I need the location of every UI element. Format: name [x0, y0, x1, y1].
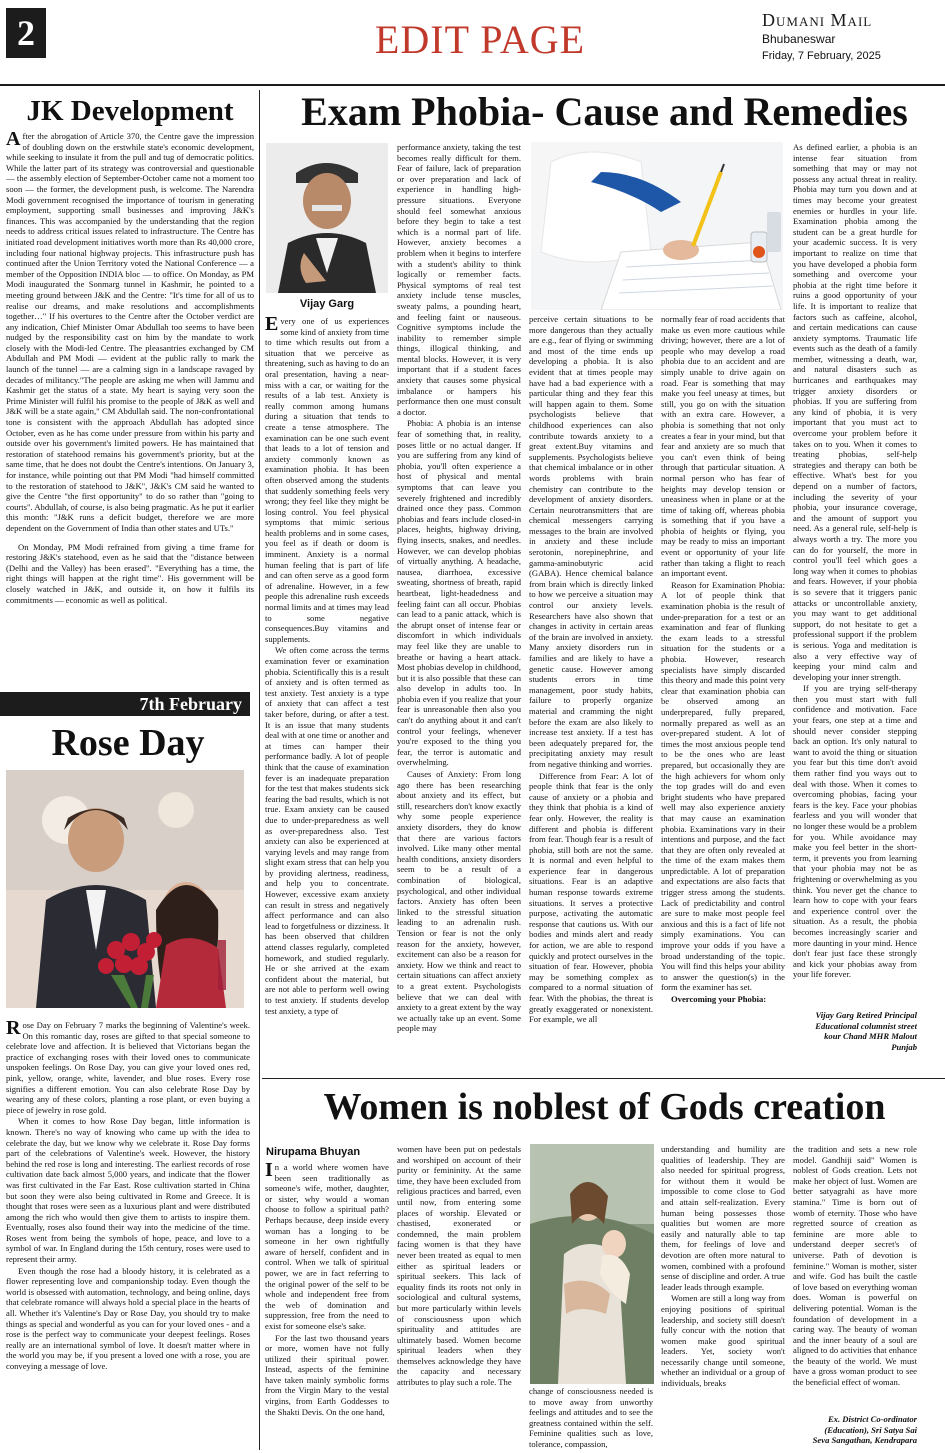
exam-paragraph: Every one of us experiences some kind of anxiety from time to time which results out from a situation that we perceive as threatening, such as having to do an oral presentation, having a near-miss with a car, or waiting for the results of a lab test. Anxiety is really common among humans during a situation that tends to create a tense atmosphere. The examination can be one such event that leads to a lot of tension and anxiety commonly known as examination phobia. It has been often observed among the students that suddenly something feels very wrong; they feel like they might be losing control. You feel physical symptoms that mimic serious health problems and in some cases, you feel as if death or doom is imminent. Anxiety is a normal human feeling that is part of life and can often serve as a good form of adrenaline. However, in a few people this adrenaline rush exceeds normal limits and at times may lead to some negative consequences.Buy vitamins and supplements. — [265, 316, 389, 644]
exam-col-1 — [265, 316, 389, 1068]
signature-line: Ex. District Co-ordinator — [827, 1414, 917, 1424]
women-author: Nirupama Bhuyan — [266, 1146, 361, 1158]
women-paragraph: In a world where women have been seen traditionally as someone's wife, mother, daughter, or sister, why would a woman choose to follow a spiritual path? Perhaps because, deep inside every woman has a longing to be someone in her own rightfully aware of herself, confident and in control. When we talk of spiritual power, we are in fact referring to the original power of the self to be whole and independent free from the web of domination and suppression, free from the need to exist for someone else's sake. — [265, 1162, 389, 1331]
women-paragraph: the tradition and sets a new role model. Gandhiji said" Women is noblest of Gods creation. Lets not make her object of lust. Women are better satyagrahi as have more stamina." Time is born out of womb of eternity. Those who have regretted source of creation as feminine are more able to understand deeper secret's of universe. Path of devotion is feminine." Woman is mother, sister and wife. God has built the castle of love based on everything woman does. Woman is powerful on delivering potential. Woman is the foundation of development in a caring way. The beauty of woman and the inner beauty of a soul are aligned to do activities that enhance the beauty of the world. We must have a gross woman product to see the beneficial effect of woman. — [793, 1144, 917, 1388]
women-paragraph: understanding and humility are qualities of leadership. They are also needed for spiritual progress, for without them it would be impossible to come close to God and attain self-realization. Every human being possesses those qualities but women are more easily and naturally able to tap them, for feelings of love and devotion are often more natural to women, combined with a profound sense of discipline and order. A true leader leads through example. — [661, 1144, 785, 1292]
women-col-1 — [265, 1162, 389, 1452]
exam-col-5 — [793, 142, 917, 1006]
exam-paragraph: Phobia: A phobia is an intense fear of something that, in reality, poses little or no actual danger. If you are suffering from any kind of phobia, you'll often experience a host of physical and mental symptoms that can leave you severely frightened and incredibly drained once they pass. Common phobias and fears include closed-in places, heights, highway driving, flying insects, snakes, and needles. However, we can develop phobias of virtually anything. A headache, nausea, diarrhoea, excessive sweating, shortness of breath, rapid heartbeat, light-headedness and feeling faint can all occur. Phobias can lead to a panic attack, which is the abrupt onset of intense fear or discomfort in which individuals may feel like they are unable to breathe or having a heart attack. Most phobias develop in childhood, but it is also possible that these can also develop in adults too. In phobia even if you realize that your fear is unreasonable then also you can't do anything about it and can't control your feelings, whenever you're exposed to the thing you fear, the terror is automatic and overwhelming. — [397, 418, 521, 768]
women-signature — [793, 1414, 917, 1452]
exam-paragraph: If you are trying self-therapy then you must start with full confidence and motivation. Face your fears, one step at a time and should never consider stepping back an option. It's only natural to want to avoid the thing or situation you fear but this time don't avoid them rather find you ways out to deal with those. When it comes to overcoming phobias, facing your fears is the key. Face your phobias fearless and you will wonder that no longer these would be a problem for you. While avoidance may make you feel better in the short-term, it prevents you from learning that your phobia may not be as frightening or overwhelming as you think. You never get the chance to learn how to cope with your fears and experience control over the situation. As a result, the phobia becomes increasingly scarier and more daunting in your mind. Hence don't fear just face these strongly and kick your phobias away from your life forever. — [793, 683, 917, 980]
signature-line: Educational columnist street — [815, 1020, 917, 1031]
rose-paragraph: Even though the rose had a bloody history, it is celebrated as a flower representing love and companionship today. Even though the world is obsessed with automation, technology, and being online, days that celebrate romance will always hold a special place in the hearts of all. Whether it's Valentine's Day or Rose Day, you should try to make things as special and wonderful as you can for your loved ones - and a rose is the perfect way to communicate your deepest feelings. Roses really are an international symbol of love. It doesn't matter where in the world you may be, if you present a loved one with a rose, you are conveying a message of love. — [6, 1265, 250, 1371]
exam-author: Vijay Garg — [299, 298, 355, 310]
rose-day-illustration — [6, 770, 244, 1008]
portrait-illustration — [266, 143, 388, 293]
women-col-3 — [529, 1386, 653, 1452]
signature-line: Punjab — [891, 1041, 917, 1052]
exam-signature — [793, 1010, 917, 1068]
page-number-badge: 2 — [6, 8, 46, 58]
women-col-4 — [661, 1144, 785, 1452]
rose-day-couple-photo — [6, 770, 244, 1008]
signature-line: (Education), Sri Satya Sai — [824, 1424, 917, 1435]
exam-paragraph: As defined earlier, a phobia is an intense fear situation from something that may or may not possess any actual threat in reality. Phobia may turn you down and at times may become your greatest enemies or hurdles in your life. Examination phobia among the student can be a great hurdle for your academic success. It is very important to realize on time that you have developed a phobia form something and overcome your phobia at the right time before it ruins a good opportunity of your life. It is important to realize that factors such as caffeine, alcohol, and certain medications can cause anxiety symptoms. Traumatic life events such as the death of a family member, witnessing a death, war, and natural disasters such as hurricanes and earthquakes may trigger anxiety disorders or phobias. If you are suffering from any kind of phobia, it is very important that you must act to overcome your problem before it takes on to you. When it comes to treating phobias, self-help strategies and therapy can both be effective. What's best for you depend on a number of factors, including the severity of your phobia, your insurance coverage, and the amount of support you need. As a general rule, self-help is always worth a try. The more you can do for yourself, the more in control you'll feel which goes a long way when it comes to phobias and fears. However, if your phobia is so severe that it triggers panic attacks or uncontrollable anxiety, you may want to get additional support, do not hesitate to get a professional support if the problem is serious. Yoga and meditation is also a very effective way of keeping your mind calm and developing your inner strength. — [793, 142, 917, 682]
women-paragraph: women have been put on pedestals and worshiped on account of their purity or femininity. At the same time, they have been excluded from religious practices and barred, even until now, from entering some places of worship. Elevated or chastised, exonerated or condemned, the main problem facing women is that they have never been treated as equal to men either as spiritual leaders or spiritual seekers. This lack of equality finds its roots not only in sociological and cultural systems, but more particularly within levels of consciousness upon which spirituality and attitudes are ultimately based. Women become spiritual leaders when they themselves acknowledge they have the capacity and necessary attributes to play such a role. The — [397, 1144, 521, 1388]
rose-paragraph: Rose Day on February 7 marks the beginning of Valentine's week. On this romantic day, roses are gifted to that special someone to celebrate love and affection. It is believed that Victorians began the practice of exchanging roses with their loved ones to communicate unspoken feelings. On Rose Day, you can give your loved ones red, pink, yellow, orange, white, lavender, and blue roses. Every rose signifies a different emotion. You can also celebrate Rose Day by wearing any of these colors, planting a rose plant, or even buying a piece of jewelry in rose gold. — [6, 1020, 250, 1115]
rose-paragraph: When it comes to how Rose Day began, little information is known. There's no way of knowing who came up with the idea to celebrate the day, but we know why we celebrate it. Rose Day forms part of the celebrations of Valentine's week. However, the history behind the red rose is long and interesting. The earliest records of rose cultivation date back almost 5,000 years, and indicate that the flower was first cultivated in the Far East. Rose cultivation started in China but soon they were also being cultivated in Rome and Greece. It is thought that roses were seen as a luxurious plant and were distributed among the rich who would then give them to artists to inspire them. Eventually, roses also found their way into the medicine of the time. Roses went from being the symbols of hope, peace, and love to a symbol of war. In England during the 15th century, roses were used to represent their army. — [6, 1116, 250, 1265]
rose-article — [6, 1020, 250, 1450]
exam-col-4 — [661, 314, 785, 1068]
exam-paragraph: performance anxiety, taking the test becomes really difficult for them. Fear of failure, lack of preparation or over preparation and lack of experience in handling high-pressure situations. Everyone should feel somewhat anxious before they begin to take a test which is a normal part of life. However, anxiety becomes a problem when it begins to interfere with a student's ability to think logically or remember facts. Physical symptoms of real test anxiety include tense muscles, sweaty palms, a pounding heart, and feeling faint or nauseous. Cognitive symptoms include the inability to remember simple things, illogical thinking, and mental blocks. However, it is very important that if a student faces anxiety that causes some physical imbalance or hampers his performance then one must consult a doctor. — [397, 142, 521, 417]
exam-paragraph: Causes of Anxiety: From long ago there has been researching about anxiety and its effect, but still, researchers don't know exactly why some people experience anxiety disorders, they do know that there are various factors involved. Like many other mental health conditions, anxiety disorders seem to be a result of a combination of biological, psychological, and other individual factors. Anxiety has often been linked to the stressful situation leading to an adrenalin rush. Tension or fear is not the only reason for the anxiety, however, excitement can also be a reason for anxiety. How we think and react to certain situations can affect anxiety to a great extent. Psychologists believe that we can deal with anxiety to a great extent by the way we actually take up an event. Some people may — [397, 769, 521, 1034]
women-col-2 — [397, 1144, 521, 1452]
women-headline: Women is noblest of Gods creation — [323, 1086, 886, 1128]
women-col-5 — [793, 1144, 917, 1408]
exam-paragraph: Difference from Fear: A lot of people think that fear is the only cause of anxiety or a phobia and they think that phobia is a kind of fear only. However, the reality is different and phobia is different from fear. Though fear is a result of phobia, still both are not the same. It is normal and even helpful to experience fear in dangerous situations. Fear is an adaptive human response towards extreme situations. It serves a protective purpose, activating the automatic response that cautions us. With our bodies and minds alert and ready for action, we are able to respond quickly and protect ourselves in the situation of fear. However, phobia may be something complex as compared to a normal situation of fear. With the phobias, the threat is greatly exaggerated or nonexistent. For example, we all — [529, 770, 653, 1025]
paper-name: Dumani Mail — [762, 10, 873, 30]
edition-date: Friday, 7 February, 2025 — [762, 50, 881, 62]
left-column-divider — [259, 90, 260, 1450]
exam-headline: Exam Phobia- Cause and Remedies — [301, 89, 908, 134]
women-paragraph: For the last two thousand years or more, women have not fully utilized their spiritual power. Instead, aspects of the feminine have taken mainly symbolic forms from the Virgin Mary to the vestal virgins, from Earth Goddesses to the Shakti Devis. On the one hand, — [265, 1332, 389, 1417]
jk-headline: JK Development — [26, 95, 234, 127]
exam-paragraph: We often come across the terms examination fever or examination phobia. Scientifically this is a result of anxiety and is often termed as test anxiety. Test anxiety is a type of anxiety that can affect a test taker before, during, or after a test. It is an issue that many students deal with at one time or another and at times can hamper their performance badly. A lot of people think that the cause of examination fever is an inadequate preparation for the test that makes students sick fearing the bad results, which is not true. Exam anxiety can be caused due to under-preparedness as well as over-preparedness also. Test anxiety can also be experienced at varying levels and may range from slight exam stress that can help you by providing alertness, readiness, and help you to concentrate. However, excessive exam anxiety can result in stress and negatively affect performance and can also lead to forgetfulness or dizziness. It has been observed that children attend classes regularly, completed homework, and studied regularly. He or she arrived at the exam confident about the material, but are not able to perform well owing to test anxiety. If students develop test anxiety, a type of — [265, 645, 389, 1016]
exam-bottom-rule — [262, 1078, 945, 1079]
section-title: EDIT PAGE — [374, 17, 586, 62]
exam-paragraph: Reason for Examination Phobia: A lot of people think that examination phobia is the result of under-preparation for a test or an examination and fear of flunking the exam leads to a stressful situation for the students or a phobia. However, research specialists have simply discarded this theory and made this point very clear that examination phobia can be observed among an underprepared, fully prepared, normally prepared as well as an over-prepared student. A lot of times the most anxious people tend to be the ones who are least prepared, but occasionally they are the high achievers for whom only the top grades will do and even bright students who have prepared well may also experience anxiety that may cause an examination phobia. Examinations vary in their intentions and purpose, and the fact that they are often only revealed at the time of the exam makes them unpredictable. A lot of preparation and expectations are also facts that trigger stress among the students. Lack of predictability and control are sure to make most people feel anxious and this is a fact of life not simply examinations. You can improve your odds if you have a broad understanding of the topic. You will find this helps your ability to answer the question(s) in the form the examiner has set. — [661, 579, 785, 993]
jk-paragraph: After the abrogation of Article 370, the Centre gave the impression of doubling down on the erstwhile state's economic development, while seeking to insulate it from the pull and tug of democratic politics. While the latter part of its strategy was controversial and questionable — the assembly election of September-October came not a moment too soon — the former, the development push, is welcome. The Narendra Modi government recognised the importance of tourism in generating employment, supporting small businesses and improving J&K's finances. This was accompanied by the understanding that the region needs to address critical issues related to infrastructure. The Centre has initiated road development initiatives worth more than Rs 40,000 crore, including four national highway projects. This infrastructure push has continued after the Union Territory voted the National Conference — a member of the Opposition INDIA bloc — to office. On Monday, as PM Modi inaugurated the Sonmarg tunnel in Kashmir, he pointed to a meeting ground between J&K and the Centre: "It's time for all of us to realise our dreams, and make resolutions and accomplishments together…" If his overtures to the Centre after the October verdict are any indication, Chief Minister Omar Abdullah too seems to have been nudged by the responsibility cast on him by the mandate to work closely with the Modi-led Centre. The pleasantries exchanged by CM Abdullah and PM Modi — evident at the public rally to mark the launch of the tunnel — are a calming sign in a landscape ravaged by decades of militancy."The people are asking me when will Jammu and Kashmir get the status of a state. My heart is saying very soon the Prime Minister will fulfil his promise to the people of J&K as well and J&K will be a state again," CM Abdullah said. The non-confrontational tone is consistent with the approach Abdullah has adopted since October, even as he has come under pressure from within his party and outside over his government's limited powers. He has maintained that restoration of statehood remains his government's priority, but at the same time, that he does not doubt the Centre's intentions. On January 3, for instance, while pointing out that PM Modi "had himself committed to the restoration of statehood to J&K", J&K's CM said he wanted to give the Centre "the first opportunity" to do so rather than "going to courts". Abdullah, of course, is also being pragmatic. As he put it earlier this month: "J&K runs a deficit budget, therefore we are more dependent on the Government of India than other states and UTs." — [6, 131, 254, 533]
author-portrait-vijay-garg — [266, 143, 388, 293]
rose-headline: Rose Day — [51, 722, 205, 764]
painting-illustration — [530, 1144, 654, 1384]
jk-paragraph: On Monday, PM Modi refrained from giving a time frame for restoring J&K's statehood, even as he said that the "distance between (Delhi and the Valley) has been erased". "Everything has a time, the right things will happen at the right time". His government will be closely watched in J&K, and outside it, on how it fulfils its commitments — economic as well as political. — [6, 541, 254, 605]
mother-child-painting — [530, 1144, 654, 1384]
exam-paragraph: perceive certain situations to be more dangerous than they actually are e.g., fear of flying or swimming and most of the time ends up developing a phobia. It is also evident that at times people may have had a bad experience with a particular thing and they fear this will happen again to them. Some psychologists believe that childhood experiences can also contribute towards anxiety to a great extent.Buy vitamins and supplements. Psychologists believe that chemical imbalance or in other words problems with brain chemistry can contribute to the development of anxiety disorders. Certain neurotransmitters that are chemical messengers carrying messages to the brain are involved in anxiety and these include serotonin, norepinephrine, and gamma-aminobutyric acid (GABA). Hence chemical balance from brain which is directly linked to how we perceive a situation may control our anxiety levels. Researchers have also shown that changes in activity in certain areas of the brain are involved in anxiety. Many anxiety disorders run in families and are likely to have a genetic cause. However among students errors in time management, poor study habits, failure to properly organize material and cramming the night before the exam are also likely to increase test anxiety. If a test has been adequately prepared for, the precipitating anxiety may result from negative thinking and worries. — [529, 314, 653, 769]
women-paragraph: change of consciousness needed is to move away from unworthy feelings and attitudes and to see the greatness contained within the self. Feminine qualities such as love, tolerance, compassion, — [529, 1386, 653, 1449]
exam-col-3 — [529, 314, 653, 1068]
student-exam-photo — [531, 142, 783, 310]
jk-article — [6, 131, 254, 687]
exam-subhead: Overcoming your Phobia: — [671, 994, 767, 1004]
signature-line: Seva Sangathan, Kendrapara — [812, 1435, 917, 1446]
edition-city: Bhubaneswar — [762, 32, 836, 46]
exam-col-2 — [397, 142, 521, 1068]
rose-date-bar: 7th February — [0, 692, 250, 716]
signature-line: Vijay Garg Retired Principal — [815, 1010, 917, 1020]
exam-paragraph: normally fear of road accidents that make us even more cautious while driving; however, there are a lot of people who may develop a road phobia due to an accident and are simply unable to drive again on road. Fear is something that may make you feel uneasy at times, but still, you go on with the situation with an extra care. However, a phobia is something that not only creates a fear in your mind, but that fear and anxiety are so much that you can't even think of being through that particular situation. A normal person who has fear of heights may develop tension or uneasiness when in plane or at the time of taking off, whereas phobia is something that if you have a phobia of heights or flying, you may be ready to miss an important event or opportunity of your life rather than taking a flight to reach an important event. — [661, 314, 785, 579]
women-paragraph: Women are still a long way from enjoying positions of spiritual leadership, and society still doesn't fully concur with the notion that women make good spiritual leaders. Yet, society won't necessarily change until someone, whether an individual or a group of individuals, breaks — [661, 1293, 785, 1389]
signature-line: kour Chand MHR Malout — [824, 1031, 917, 1042]
exam-illustration — [531, 142, 783, 310]
